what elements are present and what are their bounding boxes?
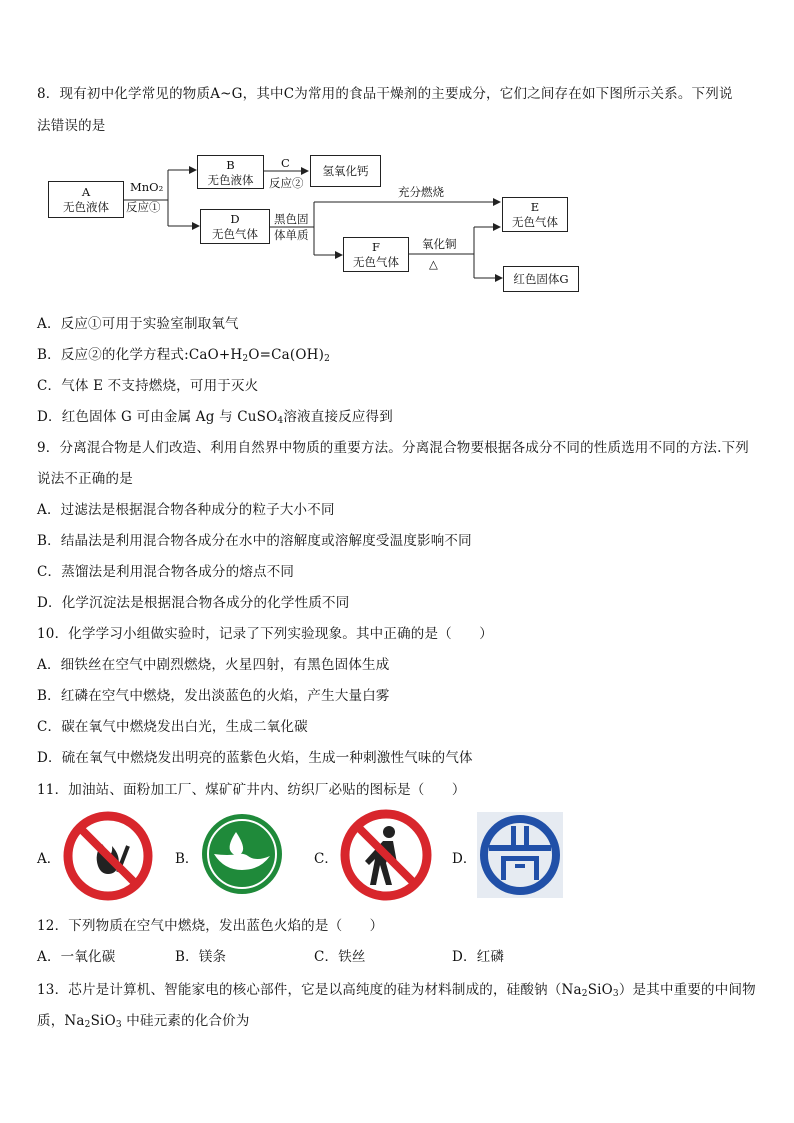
no-fire-sign-icon (62, 810, 154, 902)
cond-mno2: MnO₂ (130, 180, 164, 194)
cond-reaction1: 反应① (126, 200, 161, 214)
q8-optD-sub: 4 (277, 416, 284, 426)
box-A (48, 181, 124, 218)
box-F-name: F (372, 240, 380, 254)
q13-l1-sub1: 2 (581, 989, 588, 999)
cond-heat: △ (429, 257, 438, 271)
q12-option-B: B．镁条 (175, 949, 227, 965)
q8-option-D (37, 405, 393, 426)
cond-black-solid-1: 黑色固 (274, 212, 309, 226)
q8-stem-line1: 8．现有初中化学常见的物质A~G，其中C为常用的食品干燥剂的主要成分，它们之间存在如下图所示关系。下列说 (37, 86, 733, 102)
q9-option-A: A．过滤法是根据混合物各种成分的粒子大小不同 (37, 502, 335, 518)
box-E-desc: 无色气体 (512, 215, 558, 229)
box-B (197, 155, 264, 189)
box-D (200, 209, 270, 244)
box-B-desc: 无色液体 (207, 173, 254, 187)
q13-l2-sub1: 2 (84, 1020, 91, 1030)
box-E (502, 197, 568, 232)
q9-option-B: B．结晶法是利用混合物各成分在水中的溶解度或溶解度受温度影响不同 (37, 533, 472, 549)
q13-l1-post: ）是其中重要的中间物 (618, 982, 756, 998)
box-F (343, 237, 409, 272)
box-G: 红色固体G (503, 266, 579, 292)
water-saving-sign-icon (200, 812, 284, 896)
q8-optD-pre: D．红色固体 G 可由金属 Ag 与 CuSO (37, 409, 278, 425)
box-calcium-hydroxide: 氢氧化钙 (310, 155, 381, 187)
q8-relationship-diagram (0, 140, 794, 310)
q9-stem-line1: 9．分离混合物是人们改造、利用自然界中物质的重要方法。分离混合物要根据各成分不同的性质选用不同的方法.下列 (37, 440, 749, 456)
q10-option-B: B．红磷在空气中燃烧，发出淡蓝色的火焰，产生大量白雾 (37, 688, 390, 704)
q9-option-D: D．化学沉淀法是根据混合物各成分的化学性质不同 (37, 595, 350, 611)
cond-reaction2: 反应② (269, 176, 304, 190)
q8-optB-sub2: 2 (324, 354, 331, 364)
q12-option-C: C．铁丝 (314, 949, 366, 965)
q8-stem-line2: 法错误的是 (37, 118, 106, 134)
q11-label-C: C． (314, 851, 338, 867)
q10-option-D: D．硫在氧气中燃烧发出明亮的蓝紫色火焰，生成一种刺激性气味的气体 (37, 750, 473, 766)
q12-stem: 12．下列物质在空气中燃烧，发出蓝色火焰的是（ ） (37, 918, 384, 934)
q13-l2-pre: 质，Na (37, 1013, 85, 1029)
q13-stem-line1 (37, 978, 756, 999)
cond-C: C (281, 156, 290, 170)
q13-l1-sub2: 3 (612, 989, 619, 999)
q11-label-A: A． (37, 851, 61, 867)
box-B-name: B (226, 158, 235, 172)
box-E-name: E (530, 200, 540, 214)
box-A-desc: 无色液体 (63, 200, 109, 214)
q8-option-C: C．气体 E 不支持燃烧，可用于灭火 (37, 378, 259, 394)
q13-l2-post: 中硅元素的化合价为 (121, 1013, 250, 1029)
q11-label-D: D． (452, 851, 477, 867)
q10-option-C: C．碳在氧气中燃烧发出白光，生成二氧化碳 (37, 719, 308, 735)
box-A-name: A (81, 185, 91, 199)
box-F-desc: 无色气体 (353, 255, 399, 269)
no-pedestrians-sign-icon (339, 808, 433, 902)
cond-copper-oxide: 氧化铜 (422, 237, 457, 251)
q10-option-A: A．细铁丝在空气中剧烈燃烧，火星四射，有黑色固体生成 (37, 657, 390, 673)
q13-stem-line2 (37, 1009, 250, 1030)
q10-stem: 10．化学学习小组做实验时，记录了下列实验现象。其中正确的是（ ） (37, 626, 493, 642)
q11-stem: 11．加油站、面粉加工厂、煤矿矿井内、纺织厂必贴的图标是（ ） (37, 782, 466, 798)
energy-saving-sign-icon (477, 812, 563, 898)
cond-black-solid-2: 体单质 (274, 228, 309, 242)
cond-full-combustion: 充分燃烧 (398, 185, 444, 199)
q8-option-B (37, 343, 330, 364)
q13-l1-mid: SiO (587, 982, 613, 998)
q13-l2-sub2: 3 (115, 1020, 122, 1030)
q9-stem-line2: 说法不正确的是 (37, 471, 133, 487)
q11-label-B: B． (175, 851, 199, 867)
q8-optB-mid: O=Ca(OH) (248, 347, 325, 363)
q8-optB-pre: B．反应②的化学方程式:CaO+H (37, 347, 243, 363)
q12-option-D: D．红磷 (452, 949, 505, 965)
diagram-arrows (0, 140, 794, 310)
q13-l2-mid: SiO (90, 1013, 116, 1029)
q13-l1-pre: 13．芯片是计算机、智能家电的核心部件，它是以高纯度的硅为材料制成的，硅酸钠（Na (37, 982, 582, 998)
box-D-desc: 无色气体 (212, 227, 258, 241)
q9-option-C: C．蒸馏法是利用混合物各成分的熔点不同 (37, 564, 295, 580)
q8-option-A: A．反应①可用于实验室制取氧气 (37, 316, 239, 332)
box-D-name: D (230, 212, 240, 226)
q12-option-A: A．一氧化碳 (37, 949, 116, 965)
q8-optB-sub1: 2 (242, 354, 249, 364)
q8-optD-post: 溶液直接反应得到 (283, 409, 393, 425)
